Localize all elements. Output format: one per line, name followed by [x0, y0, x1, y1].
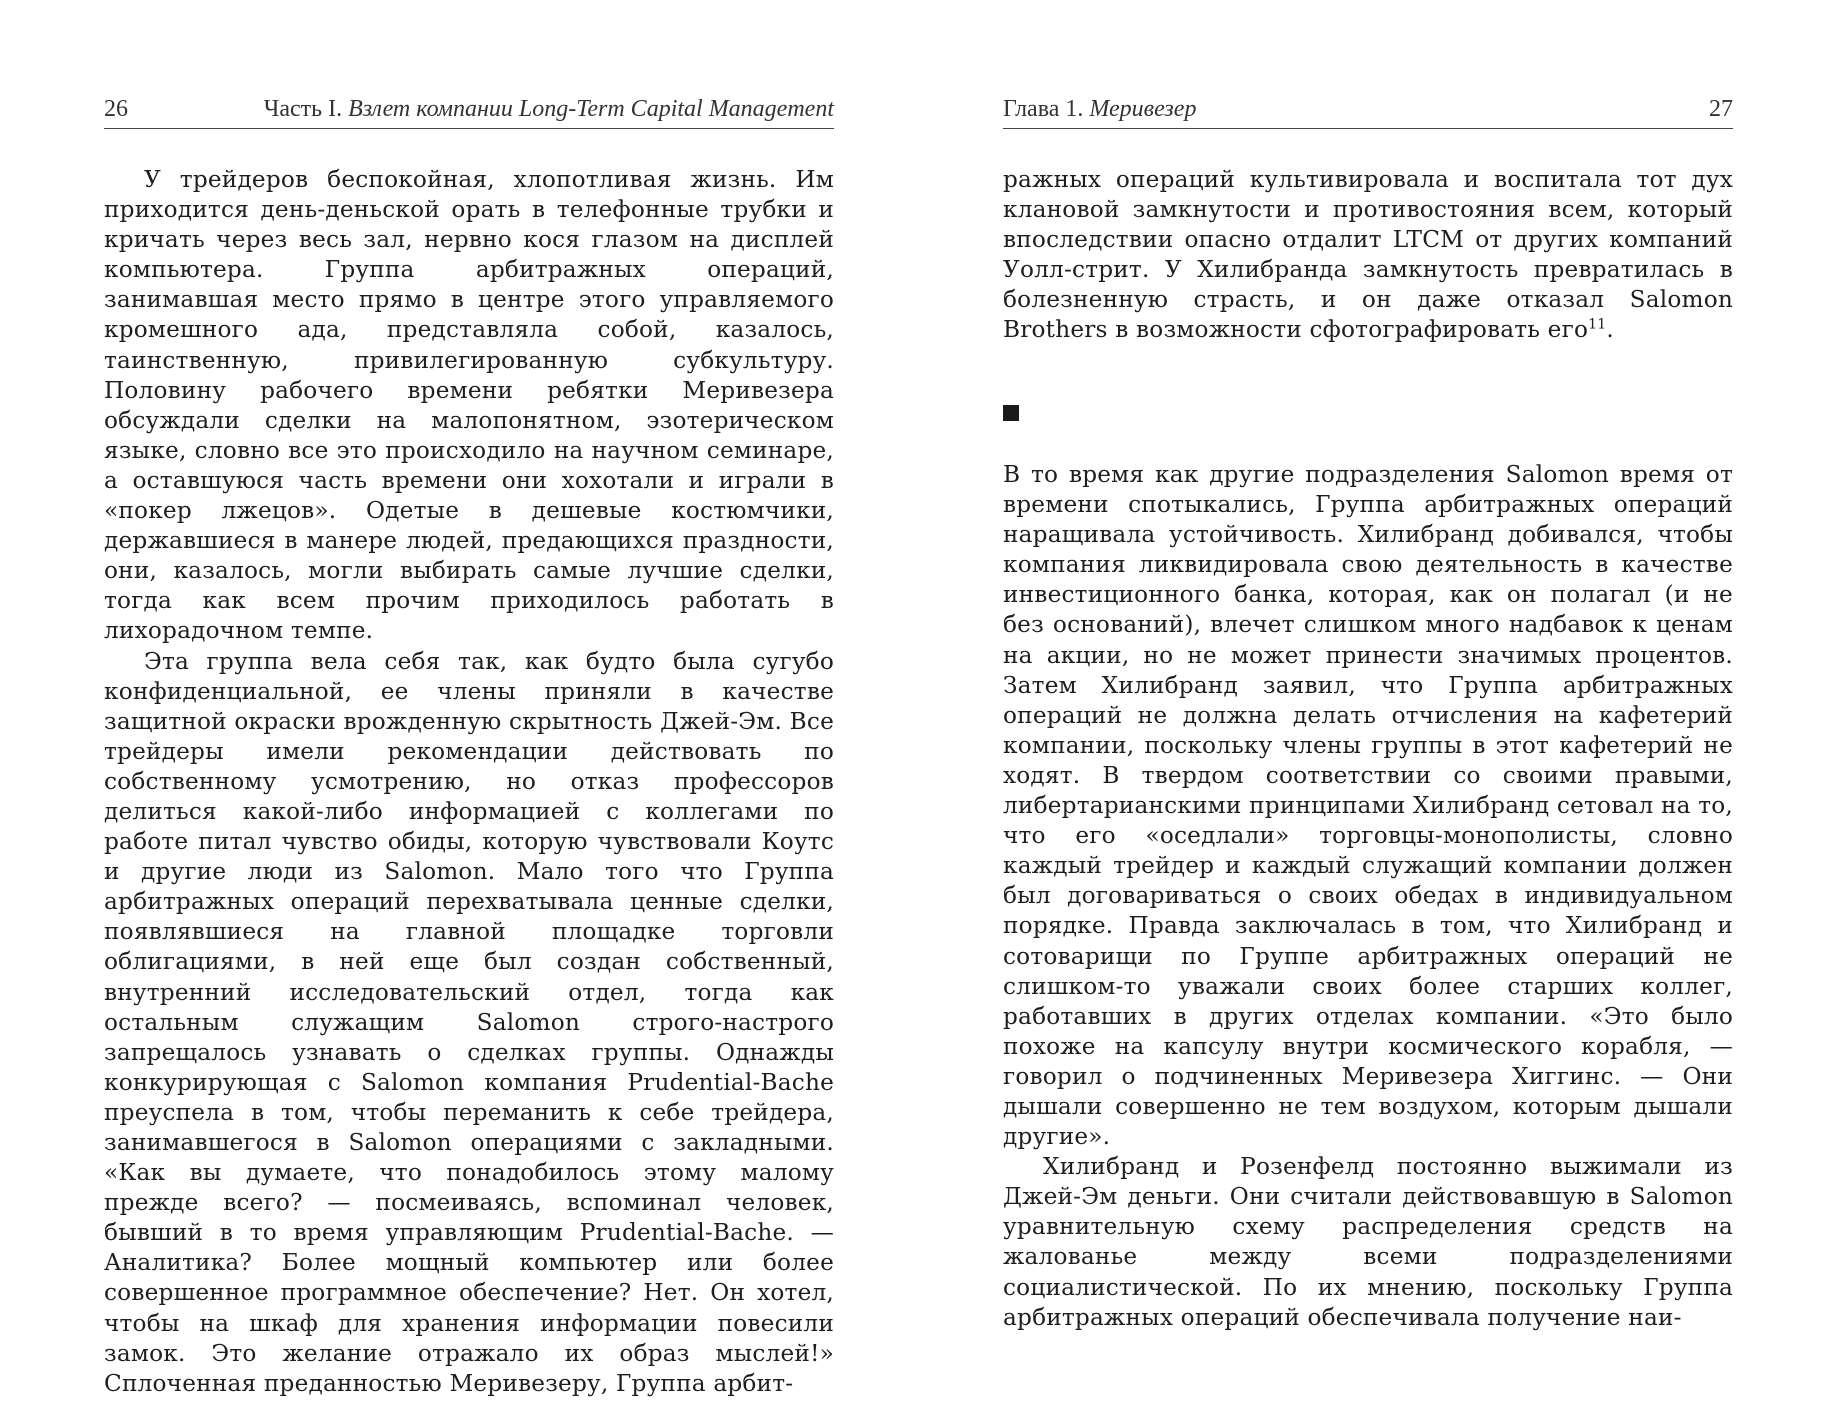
- paragraph-continuation: [1003, 165, 1733, 346]
- running-title-right: [1003, 96, 1196, 123]
- running-title-italic: Взлет компании Long-Term Capital Management: [348, 96, 834, 122]
- running-title-italic: Меривезер: [1089, 96, 1197, 122]
- section-break-mark: [1003, 405, 1019, 421]
- running-title-part: Часть I.: [263, 96, 343, 122]
- page-number-left: 26: [104, 96, 128, 122]
- running-title-left: [264, 96, 834, 123]
- right-body-text-top: [1003, 165, 1733, 346]
- continuation-end: .: [1606, 316, 1614, 344]
- right-body-text-bottom: [1003, 460, 1733, 1333]
- running-head-right: [1003, 94, 1733, 129]
- page-number-right: 27: [1709, 96, 1733, 122]
- running-title-part: Глава 1.: [1003, 96, 1084, 122]
- running-head-left: [104, 94, 834, 129]
- left-body-text: [104, 165, 834, 1399]
- paragraph: У трейдеров беспокойная, хлопотливая жизнь. Им приходится день-деньской орать в телефонные трубки и кричать через весь зал, нервно кося глазом на дисплей компьютера. Группа арбитражных операций, занимавшая место прямо в центре этого управляемого кромешного ада, представляла собой, казалось, таинственную, привилегированную субкультуру. Половину рабочего времени ребятки Меривезера обсуждали сделки на малопонятном, эзотерическом языке, словно все это происходило на научном семинаре, а оставшуюся часть времени они хохотали и играли в «покер лжецов». Одетые в дешевые костюмчики, державшиеся в манере людей, предающихся праздности, они, казалось, могли выбирать самые лучшие сделки, тогда как всем прочим приходилось работать в лихорадочном темпе.: [104, 166, 834, 645]
- paragraph: Хилибранд и Розенфелд постоянно выжимали из Джей-Эм деньги. Они считали действовавшую в Salomon уравнительную схему распределения средств на жалованье между всеми подразделениями социалистической. По их мнению, поскольку Группа арбитражных операций обеспечивала получение наи-: [1003, 1153, 1733, 1331]
- continuation-text: ражных операций культивировала и воспитала тот дух клановой замкнутости и противостояния всем, который впоследствии опасно отдалит LTCM от других компаний Уолл-стрит. У Хилибранда замкнутость превратилась в болезненную страсть, и он даже отказал Salomon Brothers в возможности сфотографировать его: [1003, 166, 1733, 344]
- footnote-reference: 11: [1588, 316, 1607, 333]
- paragraph: В то время как другие подразделения Salomon время от времени спотыкались, Группа арбитражных операций наращивала устойчивость. Хилибранд добивался, чтобы компания ликвидировала свою деятельность в качестве инвестиционного банка, которая, как он полагал (и не без оснований), влечет слишком много надбавок к ценам на акции, но не может принести значимых процентов. Затем Хилибранд заявил, что Группа арбитражных операций не должна делать отчисления на кафетерий компании, поскольку члены группы в этот кафетерий не ходят. В твердом соответствии со своими правыми, либертарианскими принципами Хилибранд сетовал на то, что его «оседлали» торговцы-монополисты, словно каждый трейдер и каждый служащий компании должен был договариваться о своих обедах в индивидуальном порядке. Правда заключалась в том, что Хилибранд и сотоварищи по Группе арбитражных операций не слишком-то уважали своих более старших коллег, работавших в других отделах компании. «Это было похоже на капсулу внутри космического корабля, — говорил о подчиненных Меривезера Хиггинс. — Они дышали совершенно не тем воздухом, которым дышали другие».: [1003, 461, 1734, 1151]
- paragraph: Эта группа вела себя так, как будто была сугубо конфиденциальной, ее члены приняли в качестве защитной окраски врожденную скрытность Джей-Эм. Все трейдеры имели рекомендации действовать по собственному усмотрению, но отказ профессоров делиться какой-либо информацией с коллегами по работе питал чувство обиды, которую чувствовали Коутс и другие люди из Salomon. Мало того что Группа арбитражных операций перехватывала ценные сделки, появлявшиеся на главной площадке торговли облигациями, в ней еще был создан собственный, внутренний исследовательский отдел, тогда как остальным служащим Salomon строго-настрого запрещалось узнавать о сделках группы. Однажды конкурирующая с Salomon компания Prudential-Bache преуспела в том, чтобы переманить к себе трейдера, занимавшегося в Salomon операциями с закладными. «Как вы думаете, что понадобилось этому малому прежде всего? — посмеиваясь, вспоминал человек, бывший в то время управляющим Prudential-Bache. — Аналитика? Более мощный компьютер или более совершенное программное обеспечение? Нет. Он хотел, чтобы на шкаф для хранения информации повесили замок. Это желание отражало их образ мыслей!» Сплоченная преданностью Меривезеру, Группа арбит-: [104, 647, 834, 1397]
